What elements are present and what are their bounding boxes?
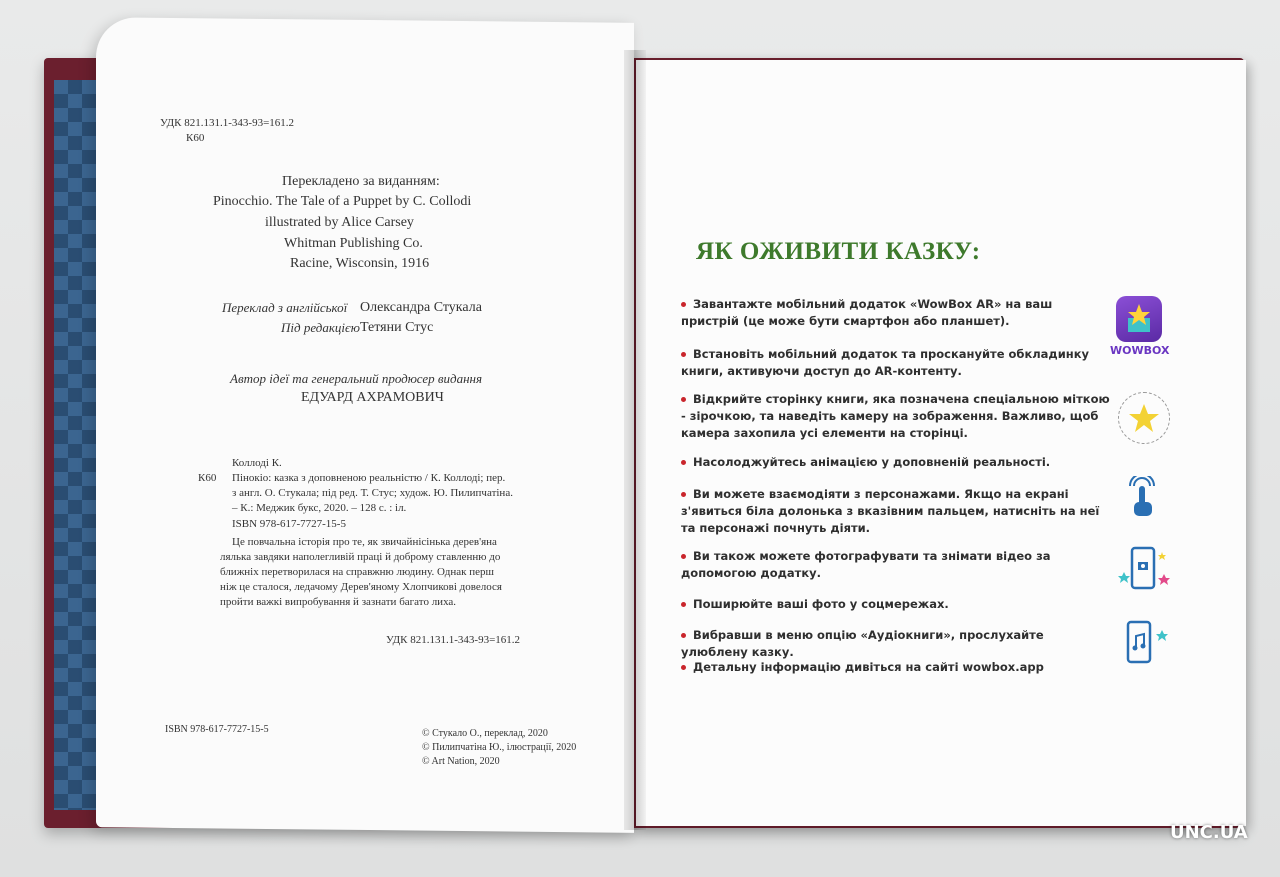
annotation-line: пройти важкі випробування й зазнати багато лиха.: [220, 596, 457, 608]
translation-label: Переклад з англійської: [222, 300, 348, 315]
annotation-line: лялька завдяки наполегливій праці й доброму ставленню до: [220, 551, 501, 563]
place-year: Racine, Wisconsin, 1916: [290, 256, 430, 271]
step-item: Вибравши в меню опцію «Аудіокниги», прослухайте улюблену казку.: [681, 628, 1044, 659]
page-heading: ЯК ОЖИВИТИ КАЗКУ:: [696, 238, 981, 265]
step-item: Завантажте мобільний додаток «WowBox AR» на ваш пристрій (це може бути смартфон або планшет).: [681, 297, 1053, 328]
copyright-line: © Пилипчатіна Ю., ілюстрації, 2020: [422, 742, 577, 753]
catalog-line: з англ. О. Стукала; під ред. Т. Стус; худож. Ю. Пилипчатіна.: [232, 487, 513, 499]
step-item: Детальну інформацію дивіться на сайті wowbox.app: [681, 659, 1111, 676]
copyright-line: © Art Nation, 2020: [422, 756, 500, 767]
catalog-line: – К.: Меджик букс, 2020. – 128 с. : іл.: [232, 502, 407, 514]
wowbox-label: WOWBOX: [1110, 344, 1170, 357]
copyright-line: © Стукало О., переклад, 2020: [422, 728, 548, 739]
phone-camera-icon: [1118, 546, 1170, 590]
step-item: Відкрийте сторінку книги, яка позначена спеціальною міткою - зірочкою, та наведіть камеру на зображення. Важливо, щоб камера захопила усі елементи на сторінці.: [681, 392, 1110, 440]
bullet-icon: [681, 397, 686, 402]
step-item: Встановіть мобільний додаток та проскануйте обкладинку книги, активуючи доступ до AR-контенту.: [681, 347, 1090, 378]
step-item: Ви можете взаємодіяти з персонажами. Якщо на екрані з'явиться біла долонька з вказівним пальцем, натисніть на неї та персонажі почнуть діяти.: [681, 487, 1100, 535]
bullet-icon: [681, 352, 686, 357]
bullet-icon: [681, 492, 686, 497]
idea-label: Автор ідеї та генеральний продюсер видання: [230, 371, 483, 386]
bullet-icon: [681, 302, 686, 307]
original-title: Pinocchio. The Tale of a Puppet by C. Collodi: [213, 194, 472, 209]
editor: Тетяни Стус: [360, 320, 434, 335]
step-item: Насолоджуйтесь анімацією у доповненій реальності.: [681, 454, 1111, 471]
phone-music-icon: [1118, 620, 1170, 664]
book-gutter: [624, 50, 646, 830]
illustrated-by: illustrated by Alice Carsey: [265, 215, 414, 230]
bullet-icon: [681, 665, 686, 670]
translator: Олександра Стукала: [360, 300, 482, 315]
isbn-bottom: ISBN 978-617-7727-15-5: [165, 724, 269, 735]
catalog-author: Коллоді К.: [232, 457, 282, 469]
tap-hand-icon: [1120, 476, 1164, 520]
catalog-isbn: ISBN 978-617-7727-15-5: [232, 518, 346, 530]
bullet-icon: [681, 554, 686, 559]
annotation-line: ближніх перетворилася на справжню людину. Однак перш: [220, 566, 494, 578]
k60-top: К60: [186, 132, 205, 144]
step-item: Поширюйте ваші фото у соцмережах.: [681, 596, 1111, 613]
translated-from: Перекладено за виданням:: [282, 174, 440, 189]
catalog-k60: К60: [198, 472, 217, 484]
watermark: UNC.UA: [1170, 822, 1248, 843]
udk-top: УДК 821.131.1-343-93=161.2: [160, 117, 295, 129]
annotation-line: ніж це сталося, ледачому Дерев'яному Хлопчикові довелося: [220, 581, 502, 593]
wowbox-app-icon: [1116, 296, 1162, 342]
left-page: [96, 17, 634, 833]
bullet-icon: [681, 633, 686, 638]
catalog-line: Пінокіо: казка з доповненою реальністю / К. Коллоді; пер.: [232, 472, 506, 484]
bullet-icon: [681, 460, 686, 465]
producer: ЕДУАРД АХРАМОВИЧ: [301, 390, 444, 405]
right-page: [636, 60, 1246, 826]
bullet-icon: [681, 602, 686, 607]
udk-bottom: УДК 821.131.1-343-93=161.2: [386, 634, 521, 646]
annotation-line: Це повчальна історія про те, як звичайнісінька дерев'яна: [232, 536, 497, 548]
step-item: Ви також можете фотографувати та знімати відео за допомогою додатку.: [681, 549, 1051, 580]
editor-label: Під редакцією: [281, 320, 360, 335]
publisher: Whitman Publishing Co.: [284, 236, 423, 251]
star-badge-icon: [1118, 392, 1170, 444]
